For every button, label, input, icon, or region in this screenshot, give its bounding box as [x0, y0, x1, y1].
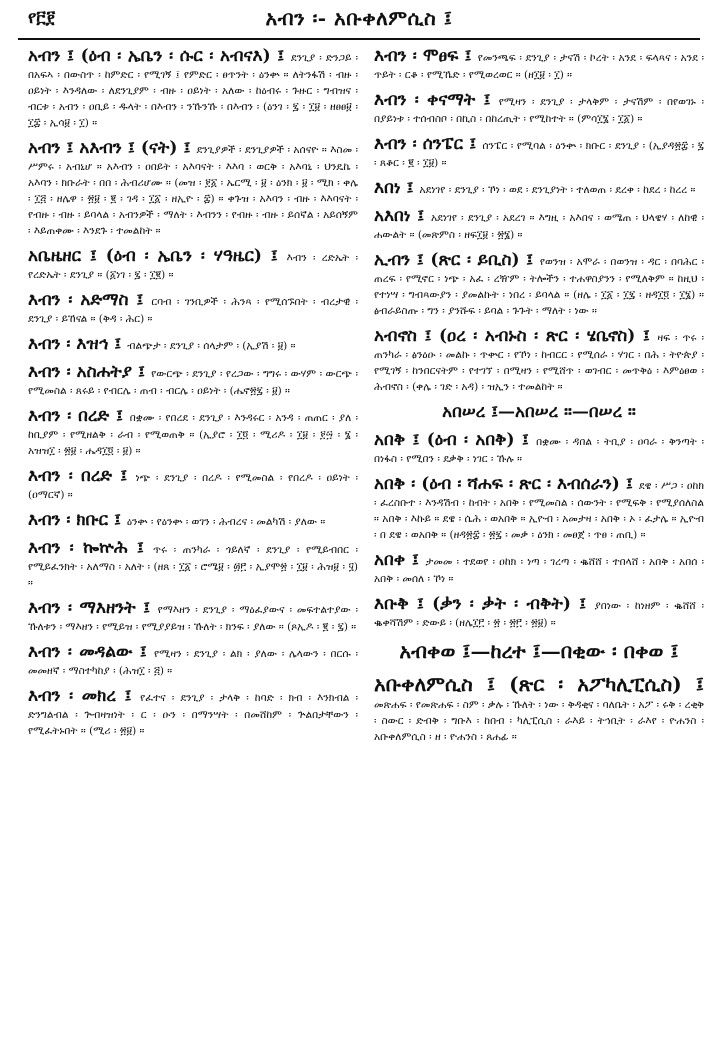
entry-definition: የመንጫፍ ፡ ደንጊያ ፡ ታናሽ ፡ ኮረት ፡ አንደ ፡ ፍላጻና ፡ አንደ ፡ ጥይት ፡ ርቆ ፡ የሚኼድ ፡ የሚወረወር ። (ዘ፲፱ ፡ ፲) ።: [374, 52, 704, 81]
entry-headword: አቡቀለምሲስ ፤ (ጽር ፡ አፖካሊፒሲስ) ፤: [374, 672, 704, 696]
entry-definition: ነጭ ፡ ደንጊያ ፡ በረዶ ፡ የሚመስል ፡ የበረዶ ፡ ዐይነት ፡ (ዐማርኛ) ።: [28, 472, 358, 501]
entry-definition: ዛፍ ፡ ጥሩ ፡ ጠንካራ ፡ ፅንዕዑ ፡ መልኩ ፡ ጥቍር ፡ የኾነ ፡ ከብርር ፡ የሚሰራ ፡ ሃገር ፡ በሕ ፡ ትዮጵያ ፡ የሚገኝ ፡ ከንበርናትም ፡ የተገኘ ፡ በሚዛን ፡ የሚሸጥ ፡ ወገብር ፡ መጥቅዕ ፡ እምዕፀወ ፡ ሕብኖስ ፡ (ቀሌ ፡ ገድ ፡ አዳ) ፡ ዝኢን ፡ ተመልከት ።: [374, 332, 704, 393]
entry-headword: እብን ፡ ክቡር ፤: [28, 510, 127, 530]
entry-definition: ብልጭታ ፡ ደንጊያ ፡ ሰላታም ፡ (ኢያሽ ፡ ፱) ።: [127, 340, 296, 352]
entry-definition: ታመመ ፡ ተደወየ ፡ ዐከክ ፡ ነጣ ፡ ገረጣ ፡ ቈሸሸ ፡ ተበላሸ ፡ አበቅ ፡ አበሰ ፡ አበቅ ፡ መሰለ ፡ ኾነ ።: [374, 556, 704, 585]
entry-headword: ኢብን ፤ (ጽር ፡ ይቢስ) ፤: [374, 250, 540, 270]
dictionary-entry: [28, 538, 358, 591]
dictionary-entry: [374, 671, 704, 745]
dictionary-entry: [374, 46, 704, 83]
entry-definition: ጥሩ ፡ ጠንካራ ፡ ጎይለኛ ፡ ደንጊያ ፡ የሚይብበር ፡ የሚይፈንክት ፡ አለማስ ፡ አለት ፡ (ዘጸ ፡ ፲፩ ፡ ሮሜ፱ ፡ ፴፫ ፡ ኢያሞ፳ ፡ ፲፱ ፡ ሕዝ፱ ፡ ፶) ።: [28, 544, 358, 589]
dictionary-entry: [28, 138, 358, 239]
dictionary-entry: [374, 250, 704, 319]
entry-headword: እቡቅ ፤ (ቃን ፡ ቃት ፡ ብቅት) ፤: [374, 594, 595, 614]
dictionary-entry: [374, 402, 704, 423]
entry-definition: የፈተና ፡ ደንጊያ ፡ ታላቅ ፡ ከባድ ፡ ክብ ፡ እንክብል ፡ ድንግልብል ፡ ጕብዛዝነት ፡ ር ፡ ዑን ፡ በማንሣት ፡ በመሸከም ፡ ጕልበታቸውን ፡ የሚፈትኑበት ። (ሚሪ ፡ ፳፱) ።: [28, 692, 358, 737]
entry-definition: እብን ፡ ረድኤት ፡ የረድኤት ፡ ደንጊያ ። (፩ነገ ፡ ፯ ፡ ፲፪) ።: [28, 252, 358, 281]
entry-headword: እብን ፡ እዝኅ ፤: [28, 334, 128, 354]
entry-headword: እብን ፡ በረድ ፤: [28, 406, 130, 426]
entry-definition: ሰንፔር ፡ የሚባል ፡ ዕንቍ ፡ ክቡር ፡ ደንጊያ ፡ (ኢያዳ፳፰ ፡ ፯ ፡ ጸቆር ፡ ፪ ፡ ፲፱) ።: [374, 140, 704, 169]
entry-headword: እብን ፡ ቀናማት ፤: [374, 90, 499, 110]
dictionary-entry: [28, 510, 358, 531]
entry-definition: መጽሐፍ ፡ የመጽሐፍ ፡ ስም ፡ ቃሉ ፡ ኹለት ፡ ነው ፡ ቅዳቂና ፡ ባለቤት ፡ አፖ ፡ ሩቅ ፡ ረቂቅ ፡ ስውር ፡ ድብቅ ፡ ግቡእ ፡ ከበብ ፡ ካሊፒሲስ ፡ ራእይ ፡ ትኅቢት ፡ ራእየ ፡ ዮሐንስ ፡ አቡቀለምሲስ ፡ ዘ ፡ ዮሐንስ ፡ ጸሐፊ ።: [374, 699, 704, 743]
entry-headword: አብኖስ ፤ (ዐረ ፡ አብኑስ ፡ ጽር ፡ ሄቤኖስ) ፤: [374, 326, 658, 346]
dictionary-entry: [374, 550, 704, 587]
entry-headword: አበሠረ ፤—አበሠረ ።—በሠረ ።: [442, 402, 636, 422]
dictionary-entry: [374, 474, 704, 543]
entry-definition: የሚዛን ፡ ደንጊያ ፡ ታላቅም ፡ ታናሽም ፡ በየወገኑ ፡ በያይነቱ ፡ ተሰብስቦ ፡ በኪስ ፡ በከረጢት ፡ የሚከተት ። (ምሳ፲፮ ፡ ፲፩) ።: [374, 96, 704, 125]
dictionary-entry: [28, 466, 358, 503]
entry-definition: በቋሙ ፡ ዳበል ፡ ትቢያ ፡ ዐባራ ፡ ቅንጣት ፡ በነፋስ ፡ የሚበን ፡ ደቃቅ ፡ ነገር ፡ ኹሉ ።: [374, 436, 704, 465]
dictionary-entry: [28, 642, 358, 679]
right-column: [374, 46, 704, 1036]
entry-headword: እብን ፡ መክረ ፤: [28, 686, 141, 706]
dictionary-entry: [28, 686, 358, 739]
dictionary-entry: [374, 430, 704, 467]
entry-headword: እብን ፡ ሰንፔር ፤: [374, 134, 483, 154]
entry-headword: እብን ፡ ኰኵሕ ፤: [28, 538, 154, 558]
dictionary-entry: [28, 46, 358, 131]
entry-definition: የውርጭ ፡ ደንጊያ ፡ የረጋው ፡ ግግሩ ፡ ውሃም ፡ ውርጭ ፡ የሚመስል ፡ ጸሩይ ፡ የብርሌ ፡ ጠብ ፡ ብርሌ ፡ ዐይነት ፡ (ሔኖ፳፯ ፡ ፱) ።: [28, 368, 358, 397]
entry-headword: አበቅ ፤ (ዕብ ፡ አበቅ) ፤: [374, 430, 537, 450]
entry-headword: አበቅ ፡ (ዕብ ፡ ሻሐፍ ፡ ጽር ፡ እብሰራን) ፤: [374, 474, 639, 494]
entry-headword: እብን ፡ በረድ ፤: [28, 466, 136, 486]
dictionary-entry: [28, 406, 358, 459]
entry-headword: እበነ ፤: [374, 178, 420, 198]
dictionary-entry: [374, 594, 704, 631]
entry-definition: ደንጊያዎች ፡ ደንጊያዎች ፡ አሰናዮ ። እስመ ፡ ሥምሩ ፡ አብኒሆ ። አእብን ፡ ዐበይት ፡ አእባናት ፡ እእባ ፡ ወርቅ ፡ አእባኒ ፡ ህንዴኬ ፡ አእባን ፡ ክቡራት ፡ በበ ፡ ሕብሪሆሙ ። (መዝ ፡ ፻፩ ፡ ኤርሚ ፡ ፱ ፡ ዕንክ ፡ ፱ ፡ ሚክ ፡ ቀሌ ፡ ፲፭ ፡ ዘሌዋ ፡ ፳፱ ፡ ፪ ፡ ገዳ ፡ ፲፩ ፡ ዘኢዮ ፡ ፰) ። ቀጉዝ ፡ አእባን ፡ ብዙ ፡ እእባናት ፡ የብዙ ፡ ብዙ ፡ ይባላል ፡ አብንዎች ፡ ማለት ፡ እብንን ፡ የብዙ ፡ ብዙ ፡ ይሰኛል ፡ አይሰኝም ፡ እይጠቀሙ ፡ እንደጉ ፡ ተመልከት ።: [28, 144, 358, 237]
dictionary-entry: [28, 598, 358, 635]
dictionary-entry: [374, 326, 704, 395]
entry-headword: እብን ፡ መዳልው ፤: [28, 642, 155, 662]
dictionary-entry: [374, 178, 704, 199]
page-number: የ፫፻: [28, 8, 56, 28]
page-header: [18, 6, 700, 36]
entry-headword: አእበነ ፤: [374, 206, 431, 226]
entry-headword: እብን ፡ አስሐትያ ፤: [28, 362, 152, 382]
entry-definition: አደነገየ ፡ ደንጊያ ፡ ኾነ ፡ ወደ ፡ ደንጊያነት ፡ ተለወጠ ፡ ደረቀ ፡ ከደረ ፡ ከረረ ።: [419, 184, 696, 196]
entry-headword: አብን ፤ (ዕብ ፡ ኤቤን ፡ ሱር ፡ አብናእ) ፤: [28, 46, 291, 66]
running-title: አብን ፡- አቡቀለምሲስ ፤: [265, 6, 453, 30]
entry-headword: እብን ፡ ማእዘንት ፤: [28, 598, 158, 618]
entry-headword: እብን ፡ አድማስ ፤: [28, 290, 152, 310]
dictionary-entry: [28, 246, 358, 283]
entry-definition: የማእዘን ፡ ደንጊያ ፡ ማዕፈያውና ፡ መፍተልተያው ፡ ኹለቱን ፡ ማእዘን ፡ የሚይዝ ፡ የሚያያይዝ ፡ ኹለት ፡ ክንፍ ፡ ያለው ። (ጾኢዶ ፡ ፪ ፡ ፯) ።: [28, 604, 358, 633]
dictionary-entry: [28, 290, 358, 327]
entry-headword: አብቀወ ፤—ከረተ ፤—በቂው ፡ በቀወ ፤: [399, 639, 679, 663]
left-column: [28, 46, 358, 1036]
entry-headword: አቤዜዘር ፤ (ዕብ ፡ ኤቤን ፡ ሃዓዜር) ፤: [28, 246, 287, 266]
entry-definition: የወንዝ ፡ አሞራ ፡ በወንዝ ፡ ዳር ፡ በባሕር ፡ ጠረፍ ፡ የሚኖር ፡ ነጭ ፡ አፈ ፡ ረዥም ፡ ትሎችን ፡ ተሐዋስያንን ፡ የሚለቅም ። ከዚህ ፡ የተነሣ ፡ ግብጻውያን ፡ ያመልኩት ፡ ነበረ ፡ ይባላል ። (ዘሌ ፡ ፲፩ ፡ ፲፯ ፡ ዘዳ፲፬ ፡ ፲፮) ። ፅብራይስጡ ፡ ግን ፡ ያንሹፍ ፡ ይባል ፡ ጉጉት ፡ ማለት ፡ ነው ።: [374, 256, 704, 317]
dictionary-entry: [374, 90, 704, 127]
dictionary-entry: [374, 134, 704, 171]
dictionary-entry: [28, 334, 358, 355]
entry-definition: አደነገየ ፡ ደንጊያ ፡ አደረገ ። እግዚ ፡ አእበና ፡ ወሜጠ ፡ ህላዌሃ ፡ ለከዊ ፡ ሐውልት ። (መጽምስ ፡ ዘፍ፲፱ ፡ ፳፮) ።: [374, 212, 704, 241]
entry-headword: እብን ፡ ሞፀፍ ፤: [374, 46, 478, 66]
entry-definition: ያበነው ፡ ከነዘም ፡ ቈሸሸ ፡ ቈቀሻሽም ፡ ድውይ ፡ (ዘሌ፲፫ ፡ ፳ ፡ ፳፫ ፡ ፳፱) ።: [374, 600, 704, 629]
dictionary-entry: [374, 638, 704, 664]
entry-definition: ርባብ ፡ ገንቢዎች ፡ ሕንጻ ፡ የሚሰኙበት ፡ ብረታዊ ፡ ደንጊያ ፡ ይኸናል ። (ቅዳ ፡ ሕር) ።: [28, 296, 358, 325]
entry-definition: የሚዛን ፡ ደንጊያ ፡ ልክ ፡ ያለው ፡ ሌላውን ፡ በርሱ ፡ መመዘኛ ፡ ማስተካከያ ፡ (ሕዝ፲ ፡ ፭) ።: [28, 648, 358, 677]
entry-definition: ዕንቍ ፡ የዕንቍ ፡ ወገን ፡ ሕብረና ፡ መልካሽ ፡ ያለው ።: [126, 516, 326, 528]
entry-definition: በቋሙ ፡ የበረደ ፡ ደንጊያ ፡ እንዳሩር ፡ አንዳ ፡ ጠጠር ፡ ያለ ፡ ከቢያም ፡ የሚዘልቅ ፡ ራብ ፡ የሚወጠቅ ። (ኢያሮ ፡ ፲፬ ፡ ሚሪዶ ፡ ፲፱ ፡ ፻፵ ፡ ፮ ፡ አዝዝ፲ ፡ ፳፱ ፡ ሔዳ፲፬ ፡ ፱) ።: [28, 412, 358, 457]
dictionary-entry: [28, 362, 358, 399]
dictionary-entry: [374, 206, 704, 243]
entry-definition: ደዌ ፡ ሥጋ ፡ ዐከክ ፡ ፈረስቡተ ፡ እንዳሽብ ፡ ከብት ፡ አበቅ ፡ የሚመስል ፡ ሰውንት ፡ የሚፍቅ ፡ የሚያሰለስል ። አበቅ ፡ እኩይ ። ደዌ ፡ ሴሕ ፡ ወአበቅ ። ኢዮብ ፡ አመታዛ ፡ አበቅ ፡ ኦ ፡ ፈታሌ ። ኢዮብ ፡ በ ደዌ ፡ ወአበቅ ። (ዘዳ፳፰ ፡ ፳፯ ፡ መቃ ፡ ዕንክ ፡ መፀጀ ፡ ጥፀ ፡ ጠቢ) ።: [374, 480, 704, 541]
entry-definition: ደንጊያ ፡ ድንጋይ ፡ በአፍኣ ፡ በውስጥ ፡ ከምድር ፡ የሚገኝ ፤ የምድር ፡ ፀጥንት ፡ ዕንቍ ። ለትንፋሽ ፡ ብዙ ፡ ዐይነት ፡ እንዳለው ፡ ለደንጊያም ፡ ብዙ ፡ ዐይነት ፡ አለው ፡ ከዕብሩ ፡ ጉዙር ፡ ግብዝና ፡ ብርቱ ፡ አብን ፡ ዐቢይ ፡ ዱላት ፡ በእብን ፡ ንኹንኹ ፡ በእብን ፡ (ዕንገ ፡ ፯ ፡ ፲፱ ፡ ዘፀፀ፱ ፡ ፲፰ ፡ ኢሳ፱ ፡ ፲) ።: [28, 52, 358, 129]
header-rule: [18, 38, 700, 40]
entry-headword: አበቀ ፤: [374, 550, 426, 570]
entry-headword: አብን ፤ አእብን ፤ (ናት) ፤: [28, 138, 197, 158]
